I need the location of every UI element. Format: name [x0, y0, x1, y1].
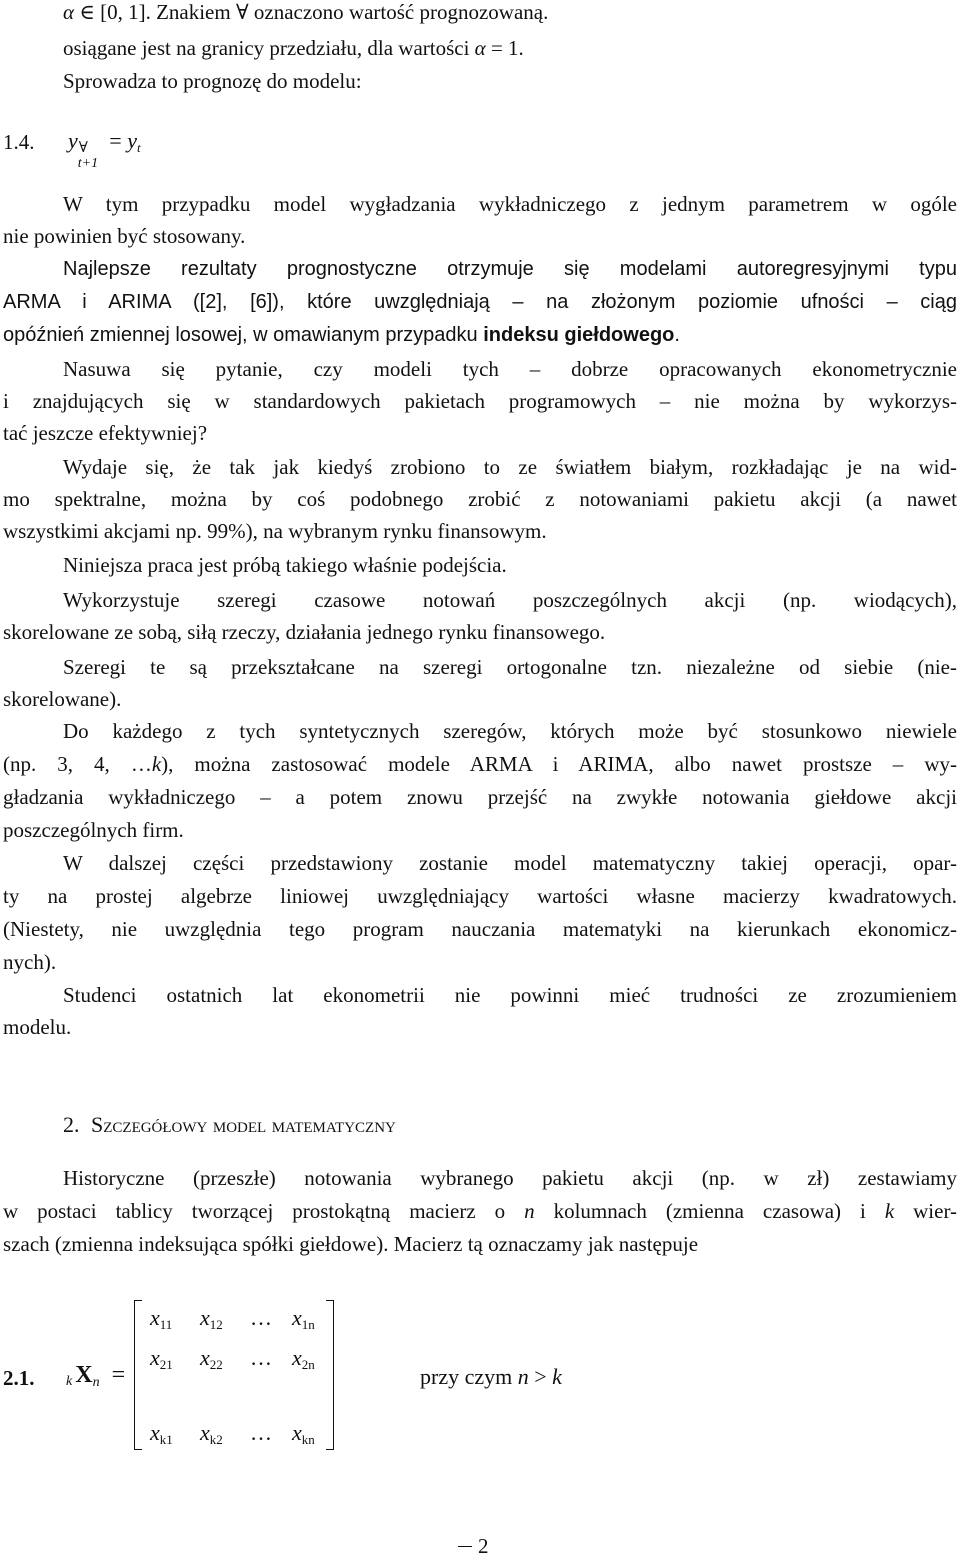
paragraph-8-line-1: Do każdego z tych syntetycznych szeregów, których może być stosunkowo niewiele [63, 719, 957, 743]
paragraph-3-line-3: tać jeszcze efektywniej? [3, 421, 208, 445]
page-number: 2 [458, 1534, 489, 1559]
paragraph-5-line-1: Niniejsza praca jest próbą takiego właśnie podejścia. [63, 553, 507, 577]
section-heading [63, 1112, 396, 1138]
equation-number-2-1: 2.1. [3, 1366, 35, 1390]
paragraph-8-line-2: (np. 3, 4, …k), można zastosować modele ARMA i ARIMA, albo nawet prostsze – wy- [3, 752, 957, 776]
matrix-cell: $x_{1n}$ [292, 1305, 315, 1332]
paragraph-6-line-1: Wykorzystuje szeregi czasowe notowań poszczególnych akcji (np. wiodących), [63, 588, 957, 612]
paragraph-1-line-1: W tym przypadku model wygładzania wykładniczego z jednym parametrem w ogóle [63, 192, 957, 216]
top-line-2: osiągane jest na granicy przedziału, dla wartości α = 1. [63, 36, 524, 60]
matrix-cell: $x_{kn}$ [292, 1420, 315, 1447]
paragraph-2-line-1: Najlepsze rezultaty prognostyczne otrzymuje się modelami autoregresyjnymi typu [63, 258, 957, 280]
matrix-cell: … [250, 1345, 272, 1370]
paragraph-7-line-2: skorelowane). [3, 687, 122, 711]
matrix-cell: $x_{2n}$ [292, 1345, 315, 1372]
paragraph-2-line-2: ARMA i ARIMA ([2], [6]), które uwzględniają – na złożonym poziomie ufności – ciąg [3, 291, 957, 313]
paragraph-9-line-3: (Niestety, nie uwzględnia tego program nauczania matematyki na kierunkach ekonomicz- [3, 917, 957, 941]
section-line-2: w postaci tablicy tworzącej prostokątną macierz o n kolumnach (zmienna czasowa) i k wier- [3, 1199, 958, 1223]
section-title: Szczegółowy model matematyczny [91, 1112, 396, 1137]
section-line-1: Historyczne (przeszłe) notowania wybranego pakietu akcji (np. w zł) zestawiamy [63, 1166, 957, 1190]
alpha-symbol: α [63, 0, 75, 24]
top-line-3: Sprowadza to prognozę do modelu: [63, 69, 362, 93]
matrix-cell: $x_{12}$ [200, 1305, 223, 1332]
equation-number-1-4: 1.4. [3, 130, 35, 154]
paragraph-7-line-1: Szeregi te są przekształcane na szeregi ortogonalne tzn. niezależne od siebie (nie- [63, 655, 957, 679]
section-line-3: szach (zmienna indeksująca spółki giełdowe). Macierz tą oznaczamy jak następuje [3, 1232, 699, 1256]
paragraph-6-line-2: skorelowane ze sobą, siłą rzeczy, działania jednego rynku finansowego. [3, 620, 606, 644]
paragraph-3-line-1: Nasuwa się pytanie, czy modeli tych – dobrze opracowanych ekonometrycznie [63, 357, 957, 381]
matrix-lhs: k $X_n$ = [66, 1362, 126, 1390]
matrix-condition: przy czym n > k [420, 1364, 562, 1389]
paragraph-9-line-4: nych). [3, 950, 57, 974]
matrix-cell: … [250, 1420, 272, 1445]
paragraph-1-line-2: nie powinien być stosowany. [3, 224, 246, 248]
paragraph-10-line-1: Studenci ostatnich lat ekonometrii nie powinni mieć trudności ze zrozumieniem [63, 983, 957, 1007]
paragraph-4-line-1: Wydaje się, że tak jak kiedyś zrobiono to ze światłem białym, rozkładając je na wid- [63, 455, 957, 479]
paragraph-8-line-4: poszczególnych firm. [3, 818, 184, 842]
alpha-symbol: α [474, 36, 486, 60]
paragraph-4-line-2: mo spektralne, można by coś podobnego zrobić z notowaniami pakietu akcji (a nawet [3, 487, 957, 511]
paragraph-10-line-2: modelu. [3, 1015, 72, 1039]
matrix-cell: $x_{11}$ [150, 1305, 173, 1332]
matrix-cell: $x_{21}$ [150, 1345, 173, 1372]
paragraph-3-line-2: i znajdujących się w standardowych pakietach programowych – nie można by wykorzys- [3, 389, 957, 413]
paragraph-8-line-3: gładzania wykładniczego – a potem znowu przejść na zwykłe notowania giełdowe akcji [3, 785, 957, 809]
matrix-left-bracket [134, 1300, 142, 1450]
paragraph-9-line-1: W dalszej części przedstawiony zostanie model matematyczny takiej operacji, opar- [63, 851, 957, 875]
matrix-cell: … [250, 1305, 272, 1330]
matrix-right-bracket [326, 1300, 334, 1450]
forall-symbol: ∀ [235, 0, 249, 24]
section-number: 2. [63, 1112, 80, 1137]
page-dash [458, 1546, 472, 1548]
matrix-cell: $x_{k1}$ [150, 1420, 173, 1447]
top-line-1: α ∈ [0, 1]. Znakiem ∀ oznaczono wartość prognozowaną. [63, 0, 549, 24]
paragraph-9-line-2: ty na prostej algebrze liniowej uwzględniający wartości własne macierzy kwadratowych. [3, 884, 957, 908]
paragraph-4-line-3: wszystkimi akcjami np. 99%), na wybranym rynku finansowym. [3, 519, 547, 543]
matrix-cell: $x_{22}$ [200, 1345, 223, 1372]
bold-term: indeksu giełdowego [483, 324, 675, 346]
element-of-symbol: ∈ [79, 0, 95, 24]
paragraph-2-line-3: opóźnień zmiennej losowej, w omawianym przypadku indeksu giełdowego. [3, 324, 680, 346]
matrix-cell: $x_{k2}$ [200, 1420, 223, 1447]
equation-1-4: y ∀ t+1 = $y_t$ [68, 128, 141, 171]
